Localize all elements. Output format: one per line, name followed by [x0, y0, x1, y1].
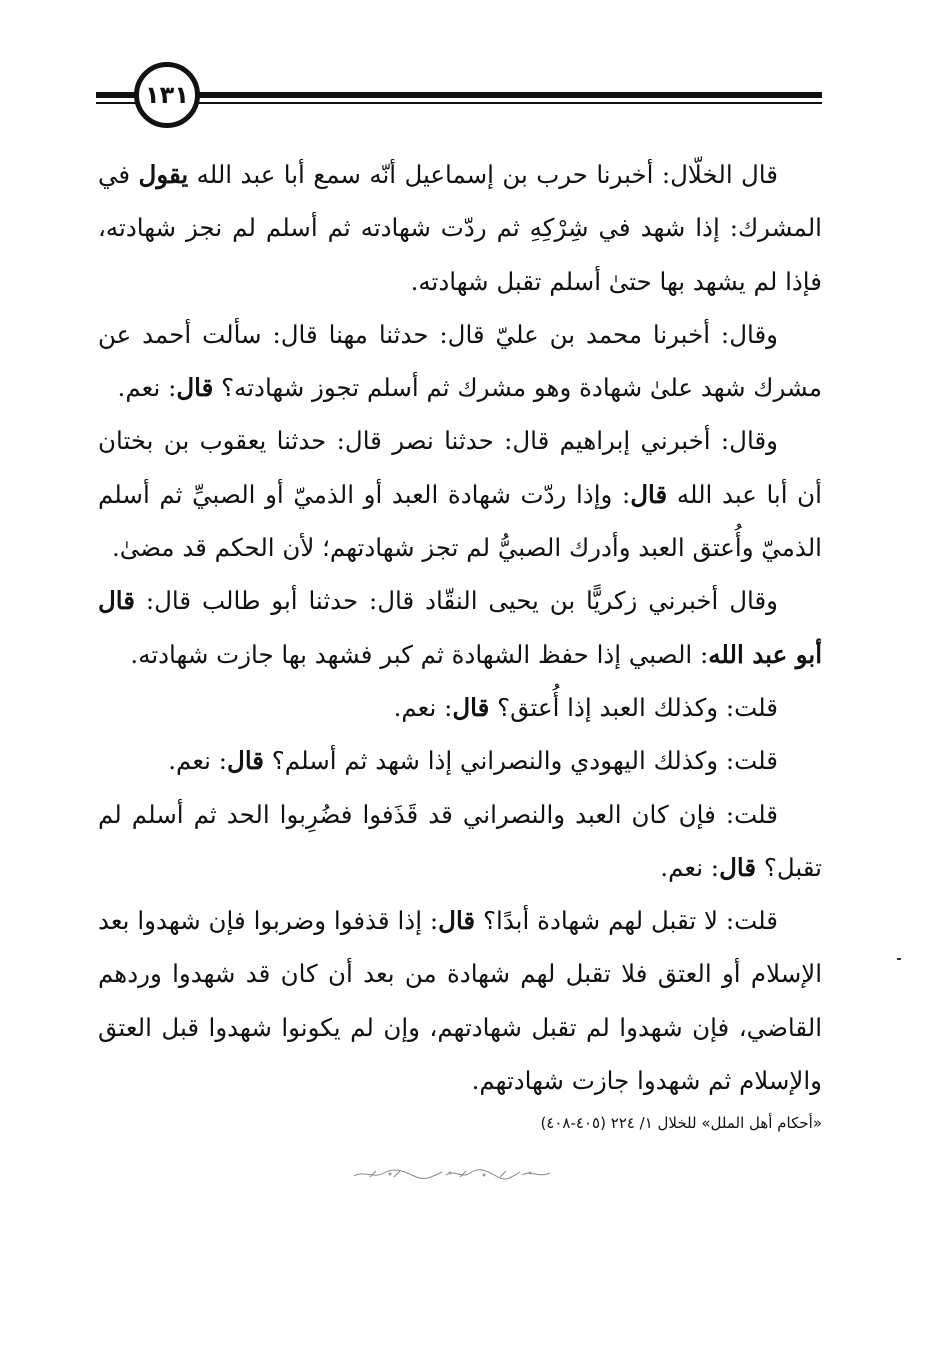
- text-run: : الصبي إذا حفظ الشهادة ثم كبر فشهد بها جازت شهادته.: [130, 639, 709, 669]
- paragraph-1: [98, 148, 822, 308]
- bold-speaker-marker: قال: [452, 692, 490, 722]
- paragraph-6: [98, 734, 822, 787]
- bold-speaker-marker: قال: [438, 906, 476, 936]
- bold-speaker-marker: قال أبو عبد الله: [98, 586, 822, 669]
- header-rule-thick: [96, 92, 822, 98]
- paragraph-4: [98, 574, 822, 681]
- paragraph-8: [98, 894, 822, 1107]
- ornament-flourish-icon: [350, 1167, 554, 1180]
- text-run: : نعم.: [117, 373, 177, 403]
- bold-speaker-marker: قال: [719, 852, 757, 882]
- paragraph-5: [98, 681, 822, 734]
- paragraph-2: [98, 308, 822, 415]
- paragraph-7: [98, 788, 822, 895]
- paragraph-3: [98, 414, 822, 574]
- text-run: قلت: فإن كان العبد والنصراني قد قَذَفوا فضُرِبوا الحد ثم أسلم لم تقبل؟: [98, 799, 822, 882]
- text-run: في المشرك: إذا شهد في شِرْكِهِ ثم ردّت شهادته ثم أسلم لم نجز شهادته، فإذا لم يشهد بها حتىٰ أسلم تقبل شهادته.: [98, 160, 822, 296]
- bold-speaker-marker: قال: [176, 373, 214, 403]
- text-run: : نعم.: [660, 852, 720, 882]
- footnote-citation: «أحكام أهل الملل» للخلال ١/ ٢٢٤ (٤٠٥-٤٠٨): [540, 1114, 822, 1132]
- bold-speaker-marker: قال: [630, 479, 668, 509]
- text-run: قلت: وكذلك العبد إذا أُعتق؟: [489, 692, 778, 722]
- page-header: [96, 62, 822, 132]
- text-run: قلت: لا تقبل لهم شهادة أبدًا؟: [475, 906, 778, 936]
- text-run: : إذا قذفوا وضربوا فإن شهدوا بعد الإسلام أو العتق فلا تقبل لهم شهادة من بعد أن كان قد شهدوا وردهم القاضي، فإن شهدوا لم تقبل شهادتهم، وإن لم يكونوا شهدوا قبل العتق والإسلام ثم شهدوا جازت شهادتهم.: [98, 906, 822, 1096]
- header-rule-thin: [96, 102, 822, 104]
- bold-speaker-marker: يقول: [138, 160, 189, 189]
- scan-speck: [897, 958, 901, 960]
- text-run: وقال أخبرني زكريًّا بن يحيى النقّاد قال: حدثنا أبو طالب قال:: [134, 586, 778, 616]
- text-run: وقال: أخبرنا محمد بن عليّ قال: حدثنا مهنا قال: سألت أحمد عن مشرك شهد علىٰ شهادة وهو مشرك ثم أسلم تجوز شهادته؟: [98, 319, 822, 403]
- text-run: : وإذا ردّت شهادة العبد أو الذميّ أو الصبيِّ ثم أسلم الذميّ وأُعتق العبد وأدرك الصبيُّ لم تجز شهادتهم؛ لأن الحكم قد مضىٰ.: [98, 479, 822, 563]
- text-run: قال الخلّال: أخبرنا حرب بن إسماعيل أنّه سمع أبا عبد الله: [188, 160, 778, 189]
- text-run: وقال: أخبرني إبراهيم قال: حدثنا نصر قال: حدثنا يعقوب بن بختان أن أبا عبد الله: [98, 426, 822, 509]
- bold-speaker-marker: قال: [227, 746, 264, 776]
- end-ornament: [350, 1166, 554, 1180]
- text-run: : نعم.: [393, 692, 453, 722]
- body-text: [98, 148, 822, 1107]
- page-number: ١٣١: [134, 62, 200, 128]
- text-run: : نعم.: [168, 746, 228, 776]
- text-run: قلت: وكذلك اليهودي والنصراني إذا شهد ثم أسلم؟: [264, 746, 778, 776]
